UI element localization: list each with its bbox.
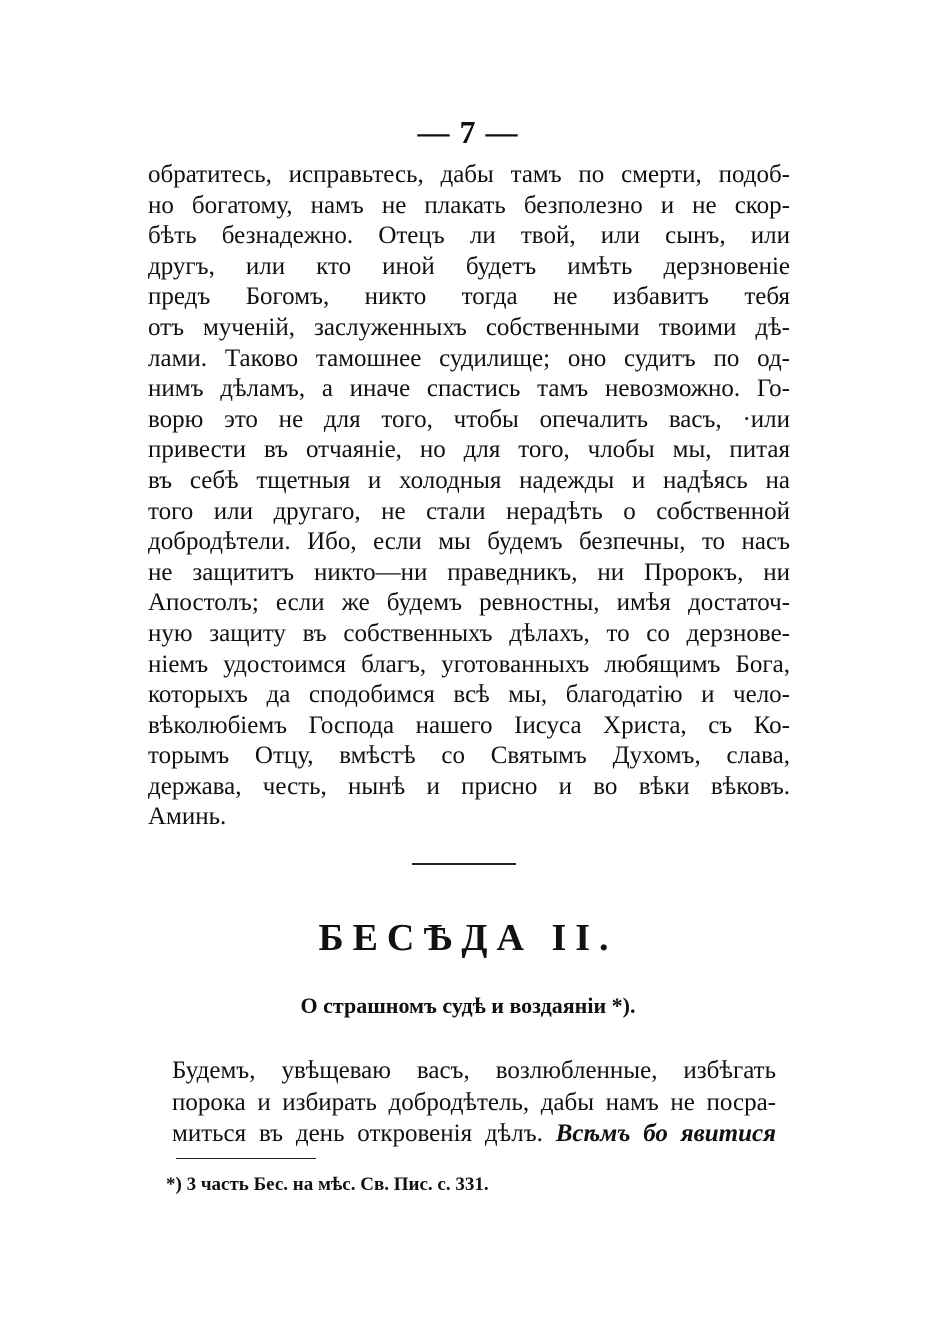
section-heading: БЕСѢДА II. [318,917,618,959]
footnote: *) 3 часть Бес. на мѣс. Св. Пис. с. 331. [166,1174,489,1195]
footnote-rule [176,1158,316,1159]
text-italic: Всѣмъ бо явитися [555,1120,777,1147]
text-line: обратитесь, исправьтесь, дабы тамъ по смерти, подоб- [148,161,790,188]
text-line: ніемъ удостоимся благъ, уготованныхъ любящимъ Бога, [148,650,790,678]
text-line: порока и избирать добродѣтель, дабы намъ не посра- [172,1088,776,1116]
text-line: вѣколюбіемъ Господа нашего Іисуса Христа, съ Ко- [148,711,790,739]
section-subtitle: О страшномъ судѣ и воздаяніи *). [300,993,636,1018]
text-line: Апостолъ; если же будемъ ревностны, имѣя достаточ- [148,589,790,617]
text-line: которыхъ да сподобимся всѣ мы, благодатію и чело- [148,681,790,709]
text-line: торымъ Отцу, вмѣстѣ со Святымъ Духомъ, слава, [148,742,790,770]
text-line-mixed [172,1118,776,1150]
text-line: другъ, или кто иной будетъ имѣть дерзновеніе [148,252,790,280]
text-line: ворю это не для того, чтобы опечалить васъ, ·или [148,405,790,433]
text-plain: миться въ день откровенія дѣлъ. [172,1120,543,1147]
text-line: но богатому, намъ не плакать безполезно и не скор- [148,191,790,219]
text-line: не защититъ никто—ни праведникъ, ни Пророкъ, ни [148,558,790,586]
text-line: нимъ дѣламъ, а иначе спастись тамъ невозможно. Го- [148,375,790,403]
text-line: привести въ отчаяніе, но для того, члобы мы, питая [148,436,790,464]
text-line: отъ мученій, заслуженныхъ собственными твоими дѣ- [148,313,790,341]
paragraph-opening [172,1055,776,1150]
section-divider [412,863,516,865]
text-line: въ себѣ тщетныя и холодныя надежды и надѣясь на [148,466,790,494]
text-line: добродѣтели. Ибо, если мы будемъ безпечны, то насъ [148,528,790,556]
text-line: Будемъ, увѣщеваю васъ, возлюбленные, избѣгать [172,1057,776,1084]
text-line: ную защиту въ собственныхъ дѣлахъ, то со дерзнове- [148,619,790,647]
text-line-last: Аминь. [148,803,227,831]
text-line: держава, честь, нынѣ и присно и во вѣки вѣковъ. [148,772,790,800]
text-line: бѣть безнадежно. Отецъ ли твой, или сынъ, или [148,222,790,250]
text-line: того или другаго, не стали нерадѣть о собственной [148,497,790,525]
text-line: предъ Богомъ, никто тогда не избавитъ тебя [148,283,790,311]
paragraph-continuation [148,160,790,833]
page-number: — 7 — [417,114,519,150]
text-line: лами. Таково тамошнее судилище; оно судитъ по од- [148,344,790,372]
